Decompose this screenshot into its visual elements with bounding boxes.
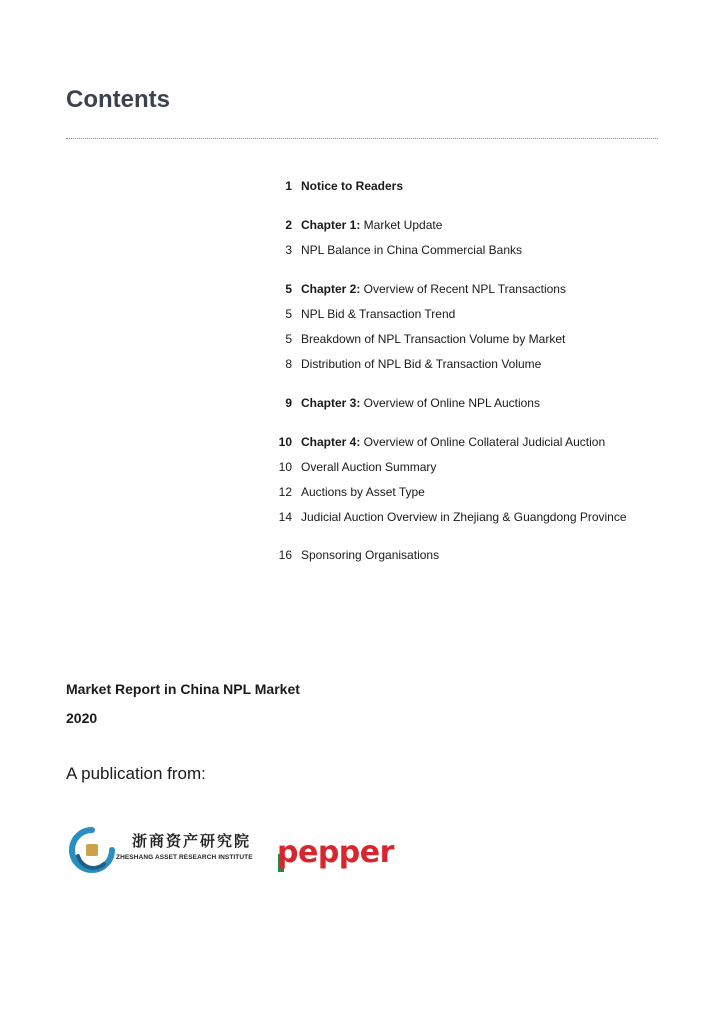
svg-text:pepper: pepper [277,836,394,870]
toc-label: Overall Auction Summary [301,460,437,474]
toc-page-number: 14 [278,510,292,524]
pepper-wordmark-icon [277,836,397,876]
toc-entry[interactable] [268,218,442,232]
zheshang-logo-english-text: ZHESHANG ASSET RESEARCH INSTITUTE [116,854,253,861]
zheshang-emblem-icon [68,826,116,874]
toc-page-number: 10 [278,435,292,449]
toc-chapter-prefix: Chapter 1: [301,218,361,232]
toc-label: NPL Balance in China Commercial Banks [301,243,522,257]
toc-entry[interactable] [268,485,425,499]
publication-year: 2020 [66,710,98,726]
toc-label: Auctions by Asset Type [301,485,425,499]
toc-entry[interactable] [268,282,566,296]
publication-title: Market Report in China NPL Market [66,681,300,697]
toc-label: Overview of Online Collateral Judicial Auction [360,435,606,449]
toc-page-number: 5 [285,332,292,346]
toc-chapter-prefix: Chapter 3: [301,396,361,410]
toc-entry[interactable] [268,179,403,193]
toc-chapter-prefix: Chapter 4: [301,435,361,449]
toc-page-number: 1 [285,179,292,193]
publication-from-label: A publication from: [66,764,206,783]
pepper-logo [277,836,397,876]
toc-entry[interactable] [268,357,541,371]
toc-page-number: 8 [285,357,292,371]
toc-label: Judicial Auction Overview in Zhejiang & Guangdong Province [301,510,627,524]
toc-label: Distribution of NPL Bid & Transaction Volume [301,357,542,371]
toc-label: NPL Bid & Transaction Trend [301,307,456,321]
toc-label: Overview of Recent NPL Transactions [360,282,566,296]
toc-page-number: 12 [278,485,292,499]
toc-entry[interactable] [268,332,565,346]
toc-label: Market Update [360,218,443,232]
toc-entry[interactable] [268,460,436,474]
toc-entry[interactable] [268,396,540,410]
toc-label: Sponsoring Organisations [301,548,440,562]
toc-label: Overview of Online NPL Auctions [360,396,540,410]
toc-page-number: 5 [285,282,292,296]
zheshang-logo [68,826,258,874]
toc-chapter-prefix: Notice to Readers [301,179,404,193]
toc-page-number: 10 [278,460,292,474]
zheshang-logo-chinese-text: 浙商资产研究院 [132,832,252,850]
toc-page-number: 5 [285,307,292,321]
page-title: Contents [66,86,170,113]
dotted-divider [66,138,658,139]
toc-entry[interactable] [268,243,522,257]
toc-label: Breakdown of NPL Transaction Volume by Market [301,332,566,346]
toc-entry[interactable] [268,548,439,562]
toc-page-number: 2 [285,218,292,232]
toc-entry[interactable] [268,510,627,524]
toc-page-number: 9 [285,396,292,410]
toc-chapter-prefix: Chapter 2: [301,282,361,296]
toc-page-number: 3 [285,243,292,257]
toc-entry[interactable] [268,307,455,321]
toc-entry[interactable] [268,435,605,449]
toc-page-number: 16 [278,548,292,562]
